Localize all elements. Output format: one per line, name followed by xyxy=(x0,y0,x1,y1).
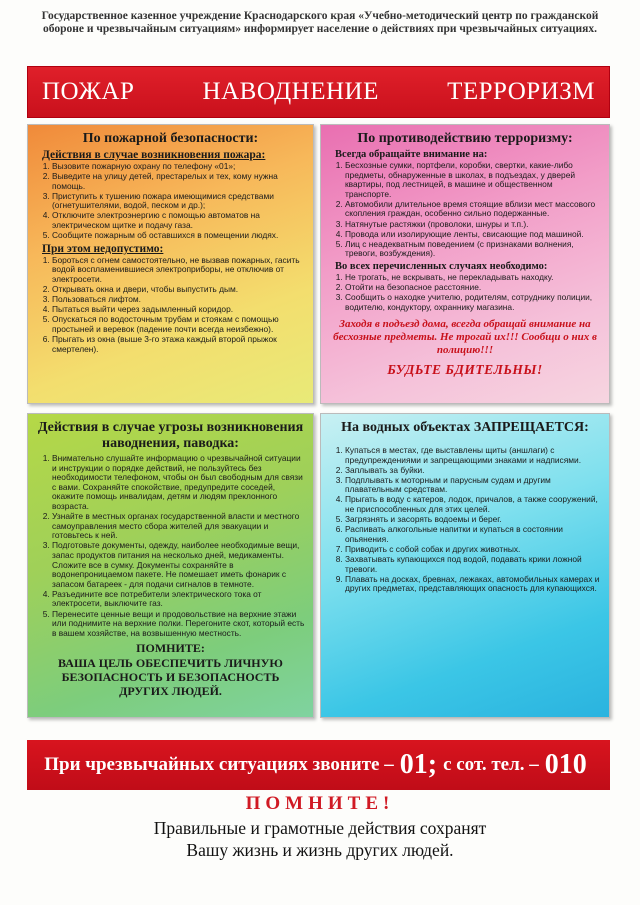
flood-list xyxy=(36,454,305,638)
terror-warning: Заходя в подъезд дома, всегда обращай внимание на бесхозные предметы. Не трогай их!!! Сообщи о них в полицию!!! xyxy=(333,318,597,357)
flood-title: Действия в случае угрозы возникновения наводнения, паводка: xyxy=(37,420,304,451)
fire-forbidden-heading: При этом недопустимо: xyxy=(42,242,164,255)
list-item: 1. Бесхозные сумки, портфели, коробки, свертки, какие-либо предметы, обнаруженные в школах, в подъездах, у дверей квартиры, под лестницей, в машине и общественном транспорте. xyxy=(345,161,601,199)
banner-flood: НАВОДНЕНИЕ xyxy=(202,78,379,105)
terror-title: По противодействию терроризму: xyxy=(357,131,573,146)
list-item: 3. Подготовьте документы, одежду, наиболее необходимые вещи, запас продуктов питания на несколько дней, медикаменты. Сложите все в сумку. Документы сохраняйте в водонепроницаемом пакете. Не помешает иметь фонарик с запасом батареек - для подачи сигналов в темноте. xyxy=(52,541,305,589)
list-item: 2. Автомобили длительное время стоящие вблизи мест массового скопления граждан, особенно сильно подержанные. xyxy=(345,200,601,219)
call-number-01: 01; xyxy=(399,749,438,780)
list-item: 2. Заплывать за буйки. xyxy=(345,466,601,476)
list-item: 2. Выведите на улицу детей, престарелых и тех, кому нужна помощь. xyxy=(52,172,305,191)
flood-panel xyxy=(27,413,314,718)
list-item: 6. Прыгать из окна (выше 3-го этажа каждый второй прыжок смертелен). xyxy=(52,335,305,354)
list-item: 3. Натянутые растяжки (проволоки, шнуры и т.п.). xyxy=(345,220,601,230)
terror-attention-list xyxy=(329,161,601,259)
list-item: 1. Купаться в местах, где выставлены щиты (аншлаги) с предупреждениями и запрещающими знаками и надписями. xyxy=(345,446,601,465)
closing-text xyxy=(40,817,600,861)
anti-terror-panel xyxy=(320,124,610,404)
list-item: 1. Вызовите пожарную охрану по телефону «01»; xyxy=(52,162,305,172)
flood-remember-text: ВАША ЦЕЛЬ ОБЕСПЕЧИТЬ ЛИЧНУЮ БЕЗОПАСНОСТЬ И БЕЗОПАСНОСТЬ ДРУГИХ ЛЮДЕЙ. xyxy=(58,656,283,699)
fire-forbidden-list xyxy=(36,256,305,354)
call-text-1: При чрезвычайных ситуациях звоните – xyxy=(44,754,394,775)
terror-required-list xyxy=(329,273,601,312)
list-item: 2. Открывать окна и двери, чтобы выпустить дым. xyxy=(52,285,305,295)
banner-fire: ПОЖАР xyxy=(42,78,135,105)
terror-required-heading: Во всех перечисленных случаях необходимо: xyxy=(335,260,548,272)
emergency-call-bar xyxy=(27,740,610,790)
terror-alert: БУДЬТЕ БДИТЕЛЬНЫ! xyxy=(387,362,543,378)
closing-line-2: Вашу жизнь и жизнь других людей. xyxy=(186,840,454,860)
list-item: 4. Пытаться выйти через задымленный коридор. xyxy=(52,305,305,315)
list-item: 8. Захватывать купающихся под водой, подавать крики ложной тревоги. xyxy=(345,555,601,574)
terror-attention-heading: Всегда обращайте внимание на: xyxy=(335,149,488,160)
water-title: На водных объектах ЗАПРЕЩАЕТСЯ: xyxy=(341,420,589,435)
remember-heading: ПОМНИТЕ! xyxy=(245,793,395,814)
flood-remember-heading: ПОМНИТЕ: xyxy=(136,641,205,656)
list-item: 3. Сообщить о находке учителю, родителям, сотруднику полиции, водителю, кондуктору, охраннику магазина. xyxy=(345,293,601,312)
list-item: 1. Не трогать, не вскрывать, не перекладывать находку. xyxy=(345,273,601,283)
list-item: 2. Узнайте в местных органах государственной власти и местного самоуправления место сбора жителей для эвакуации и готовьтесь к ней. xyxy=(52,512,305,541)
list-item: 9. Плавать на досках, бревнах, лежаках, автомобильных камерах и других предметах, представляющих опасность для купающихся. xyxy=(345,575,601,594)
fire-actions-heading: Действия в случае возникновения пожара: xyxy=(42,149,266,161)
list-item: 4. Разъедините все потребители электрического тока от электросети, выключите газ. xyxy=(52,590,305,609)
list-item: 4. Отключите электроэнергию с помощью автоматов на электрическом щитке и подачу газа. xyxy=(52,211,305,230)
banner-terror: ТЕРРОРИЗМ xyxy=(447,78,595,105)
water-list xyxy=(329,446,601,594)
list-item: 1. Бороться с огнем самостоятельно, не вызвав пожарных, гасить водой воспламенившиеся электроприборы, не отключив от электросети. xyxy=(52,256,305,285)
list-item: 5. Сообщите пожарным об оставшихся в помещении людях. xyxy=(52,231,305,241)
list-item: 6. Распивать алкогольные напитки и купаться в состоянии опьянения. xyxy=(345,525,601,544)
list-item: 3. Пользоваться лифтом. xyxy=(52,295,305,305)
list-item: 4. Прыгать в воду с катеров, лодок, причалов, а также сооружений, не приспособленных для этих целей. xyxy=(345,495,601,514)
fire-actions-list xyxy=(36,162,305,241)
water-panel xyxy=(320,413,610,718)
call-text-2: с сот. тел. – xyxy=(443,754,539,775)
fire-title: По пожарной безопасности: xyxy=(82,131,259,146)
list-item: 3. Подплывать к моторным и парусным судам и другим плавательным средствам. xyxy=(345,476,601,495)
call-number-010: 010 xyxy=(544,749,587,780)
hazard-banner xyxy=(27,66,610,118)
list-item: 4. Провода или изолирующие ленты, свисающие под машиной. xyxy=(345,230,601,240)
list-item: 5. Загрязнять и засорять водоемы и берег. xyxy=(345,515,601,525)
list-item: 5. Опускаться по водосточным трубам и стоякам с помощью простыней и веревок (падение почти всегда неизбежно). xyxy=(52,315,305,334)
list-item: 5. Лиц с неадекватным поведением (с признаками волнения, тревоги, возбуждения). xyxy=(345,240,601,259)
fire-safety-panel xyxy=(27,124,314,404)
list-item: 1. Внимательно слушайте информацию о чрезвычайной ситуации и инструкции о порядке действий, не пользуйтесь без необходимости телефоном, чтобы он был свободным для связи с вами. Сохраняйте спокойствие, предупредите соседей, окажите помощь инвалидам, детям и людям преклонного возраста. xyxy=(52,454,305,512)
list-item: 5. Перенесите ценные вещи и продовольствие на верхние этажи или поднимите на верхние полки. Перегоните скот, который есть в вашем хозяйстве, на возвышенную местность. xyxy=(52,610,305,639)
closing-line-1: Правильные и грамотные действия сохранят xyxy=(153,818,487,838)
header-notice: Государственное казенное учреждение Краснодарского края «Учебно-методический центр по гражданской обороне и чрезвычайным ситуациям» информирует население о действиях при чрезвычайных ситуациях. xyxy=(41,10,599,35)
list-item: 3. Приступить к тушению пожара имеющимися средствами (огнетушителями, водой, песком и др.); xyxy=(52,192,305,211)
list-item: 7. Приводить с собой собак и других животных. xyxy=(345,545,601,555)
list-item: 2. Отойти на безопасное расстояние. xyxy=(345,283,601,293)
